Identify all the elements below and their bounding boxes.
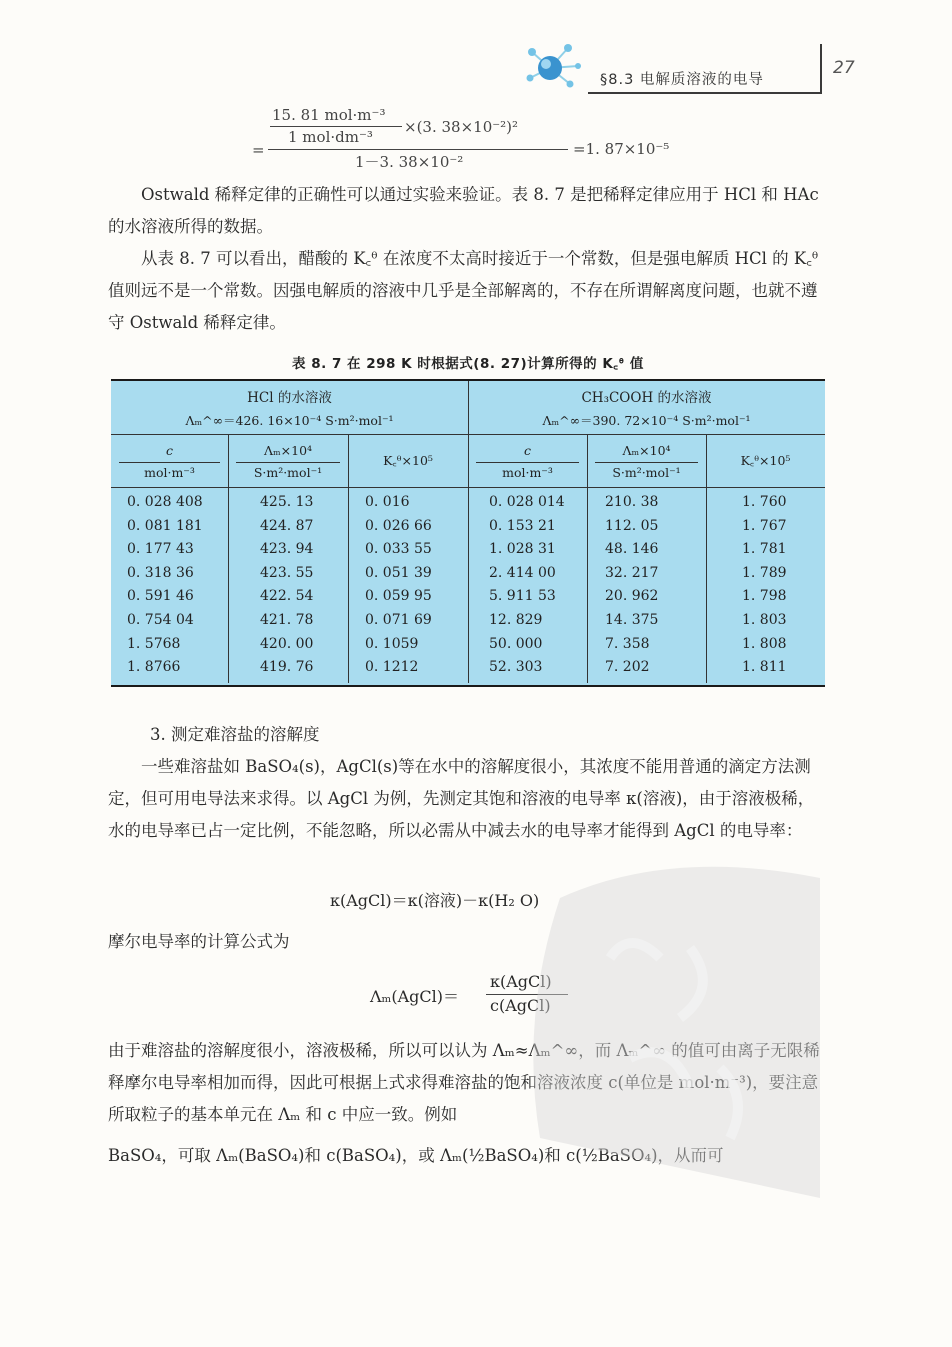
equation-lambda-denominator: c(AgCl) — [490, 996, 551, 1015]
group-limit-hcl: Λₘ^∞＝426. 16×10⁻⁴ S·m²·mol⁻¹ — [185, 413, 394, 428]
table-cell: 1. 767 — [742, 517, 787, 534]
formula-equals: = — [252, 141, 265, 159]
table-cell: 419. 76 — [260, 659, 314, 676]
table-cell: 0. 059 95 — [365, 588, 432, 605]
group-title-hac: CH₃COOH 的水溶液 — [581, 390, 712, 406]
table-cell: 50. 000 — [489, 635, 543, 652]
paragraph-table-discussion: 从表 8. 7 可以看出，醋酸的 K꜀ᶿ 在浓度不太高时接近于一个常数，但是强电解质 HCl 的 K꜀ᶿ 值则远不是一个常数。因强电解质的溶液中几乎是全部解离的，不存在所谓解离度问题，也就不遵守 Ostwald 稀释定律。 — [108, 249, 819, 332]
table-cell: 420. 00 — [260, 635, 314, 652]
table-cell: 423. 55 — [260, 564, 314, 581]
table-cell: 1. 803 — [742, 611, 787, 628]
group-limit-hac: Λₘ^∞＝390. 72×10⁻⁴ S·m²·mol⁻¹ — [542, 413, 751, 428]
table-cell: 1. 808 — [742, 635, 787, 652]
table-cell: 422. 54 — [260, 588, 314, 605]
section-heading: 3. 测定难溶盐的溶解度 — [150, 725, 320, 744]
table-cell: 1. 760 — [742, 494, 787, 510]
table-cell: 424. 87 — [260, 517, 314, 534]
table-cell: 0. 1212 — [365, 659, 419, 676]
table-row — [111, 656, 825, 680]
data-table — [111, 379, 825, 687]
column-header-lambda-hcl: Λₘ×10⁴ S·m²·mol⁻¹ — [228, 441, 348, 483]
table-cell: 210. 38 — [605, 494, 659, 510]
table-cell: 0. 016 — [365, 494, 410, 510]
formula-inner-fraction-line — [270, 126, 402, 127]
table-cell: 7. 358 — [605, 635, 650, 652]
section-title: §8.3 电解质溶液的电导 — [600, 72, 764, 88]
column-header-c-hac: c mol·m⁻³ — [468, 441, 587, 483]
formula-numerator-1: 15. 81 mol·m⁻³ — [272, 106, 386, 124]
table-caption: 表 8. 7 在 298 K 时根据式(8. 27)计算所得的 K꜀ᶿ 值 — [292, 356, 644, 372]
header-rule — [588, 92, 820, 94]
column-header-c-hcl: c mol·m⁻³ — [111, 441, 228, 483]
table-row — [111, 609, 825, 633]
table-cell: 12. 829 — [489, 611, 543, 628]
column-header-kc-hac: K꜀ᶿ×10⁵ — [740, 453, 791, 468]
column-header-lambda-hac: Λₘ×10⁴ S·m²·mol⁻¹ — [587, 441, 706, 483]
table-cell: 1. 8766 — [127, 659, 181, 676]
table-cell: 0. 028 408 — [127, 494, 203, 510]
table-cell: 5. 911 53 — [489, 588, 556, 605]
page-number: 27 — [833, 58, 855, 78]
table-cell: 421. 78 — [260, 611, 314, 628]
table-cell: 112. 05 — [605, 517, 659, 534]
table-cell: 0. 318 36 — [127, 564, 194, 581]
table-cell: 0. 754 04 — [127, 611, 194, 628]
table-cell: 1. 811 — [742, 659, 787, 676]
table-cell: 2. 414 00 — [489, 564, 556, 581]
paragraph-dilute-solution: 由于难溶盐的溶解度很小，溶液极稀，所以可以认为 Λₘ≈Λₘ^∞，而 Λₘ^∞ 的值可由离子无限稀释摩尔电导率相加而得，因此可根据上式求得难溶盐的饱和溶液浓度 c(单位是 mol·m⁻³)，要注意所取粒子的基本单元在 Λₘ 和 c 中应一致。例如 — [108, 1041, 820, 1124]
watermark-stamp — [520, 838, 830, 1208]
table-cell: 0. 026 66 — [365, 517, 432, 534]
equation-kappa-agcl: κ(AgCl)＝κ(溶液)－κ(H₂ O) — [330, 891, 540, 910]
table-row — [111, 515, 825, 539]
paragraph-baso4-example: BaSO₄，可取 Λₘ(BaSO₄)和 c(BaSO₄)，或 Λₘ(½BaSO₄)和 c(½BaSO₄)，从而可 — [108, 1146, 724, 1165]
equation-lambda-lhs: Λₘ(AgCl)＝ — [370, 987, 460, 1006]
table-cell: 0. 071 69 — [365, 611, 432, 628]
table-cell: 32. 217 — [605, 564, 659, 581]
table-row — [111, 538, 825, 562]
table-cell: 425. 13 — [260, 494, 314, 510]
table-cell: 0. 081 181 — [127, 517, 203, 534]
formula-main-fraction-line — [268, 149, 568, 150]
table-row — [111, 491, 825, 515]
equation-lambda-numerator: κ(AgCl) — [490, 972, 552, 991]
header-vertical-rule — [820, 44, 822, 94]
paragraph-ostwald-verify: Ostwald 稀释定律的正确性可以通过实验来验证。表 8. 7 是把稀释定律应用于 HCl 和 HAc 的水溶液所得的数据。 — [108, 185, 819, 236]
table-cell: 0. 033 55 — [365, 541, 432, 558]
table-cell: 0. 177 43 — [127, 541, 194, 558]
table-cell: 0. 028 014 — [489, 494, 565, 510]
table-cell: 1. 789 — [742, 564, 787, 581]
formula-denominator: 1－3. 38×10⁻² — [355, 153, 464, 171]
formula-result: =1. 87×10⁻⁵ — [573, 140, 670, 158]
table-cell: 0. 051 39 — [365, 564, 432, 581]
table-row — [111, 562, 825, 586]
group-title-hcl: HCl 的水溶液 — [247, 390, 332, 406]
table-cell: 20. 962 — [605, 588, 659, 605]
paragraph-molar-formula-intro: 摩尔电导率的计算公式为 — [108, 932, 290, 951]
molecule-logo-icon — [520, 38, 590, 94]
table-cell: 423. 94 — [260, 541, 314, 558]
table-cell: 7. 202 — [605, 659, 650, 676]
formula-denominator-1: 1 mol·dm⁻³ — [288, 128, 373, 146]
table-body — [111, 491, 825, 680]
paragraph-solubility: 一些难溶盐如 BaSO₄(s)，AgCl(s)等在水中的溶解度很小，其浓度不能用普通的滴定方法测定，但可用电导法来求得。以 AgCl 为例，先测定其饱和溶液的电导率 κ(溶液)，由于溶液极稀，水的电导率已占一定比例，不能忽略，所以必需从中减去水的电导率才能得到 AgCl 的电导率： — [108, 757, 815, 840]
formula-times-term: ×(3. 38×10⁻²)² — [404, 118, 519, 136]
table-cell: 0. 153 21 — [489, 517, 556, 534]
table-cell: 48. 146 — [605, 541, 659, 558]
table-cell: 1. 781 — [742, 541, 787, 558]
table-cell: 1. 798 — [742, 588, 787, 605]
table-cell: 0. 591 46 — [127, 588, 194, 605]
table-cell: 14. 375 — [605, 611, 659, 628]
table-cell: 52. 303 — [489, 659, 543, 676]
table-cell: 0. 1059 — [365, 635, 419, 652]
table-row — [111, 585, 825, 609]
table-cell: 1. 5768 — [127, 635, 181, 652]
table-row — [111, 633, 825, 657]
column-header-kc-hcl: K꜀ᶿ×10⁵ — [383, 453, 433, 468]
table-cell: 1. 028 31 — [489, 541, 556, 558]
